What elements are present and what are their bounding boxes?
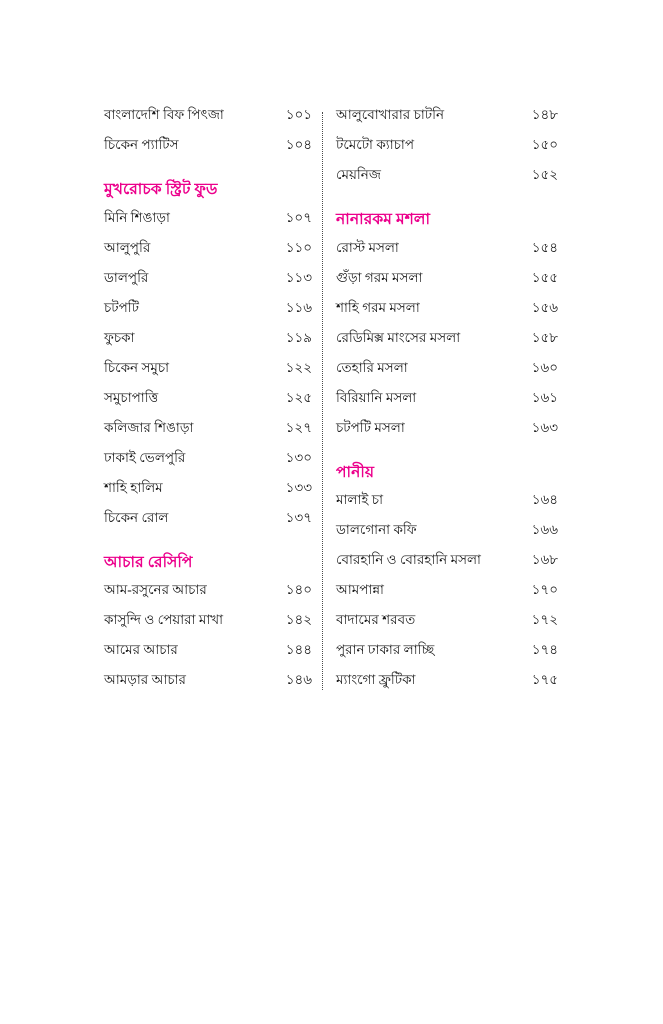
- toc-entry-page-number: ১২২: [285, 359, 312, 375]
- toc-entry[interactable]: [104, 613, 312, 627]
- toc-entry-title: ডালগোনা কফি: [336, 522, 417, 537]
- toc-entry-page-number: ১১৬: [285, 299, 312, 315]
- toc-entry-title: শাহি গরম মসলা: [336, 299, 420, 315]
- toc-entry[interactable]: [104, 421, 312, 435]
- toc-entry[interactable]: [336, 523, 558, 537]
- toc-entry[interactable]: [336, 301, 558, 315]
- toc-entry-page-number: ১৬৬: [531, 522, 558, 537]
- toc-entry[interactable]: [336, 643, 558, 657]
- toc-entry-page-number: ১৬১: [531, 389, 558, 405]
- toc-entry-title: কলিজার শিঙাড়া: [104, 419, 194, 435]
- toc-entry-title: বোরহানি ও বোরহানি মসলা: [336, 552, 481, 567]
- toc-entry[interactable]: [104, 481, 312, 495]
- toc-entry[interactable]: [104, 511, 312, 525]
- toc-entry[interactable]: [104, 271, 312, 285]
- toc-entry-title: চিকেন সমুচা: [104, 359, 170, 375]
- toc-entry[interactable]: [104, 391, 312, 405]
- toc-entry[interactable]: [104, 108, 312, 122]
- toc-entry-title: আলুপুরি: [104, 239, 151, 255]
- toc-entry[interactable]: [104, 241, 312, 255]
- toc-entry-title: চটপটি মসলা: [336, 419, 405, 435]
- toc-entry-page-number: ১২৭: [285, 419, 312, 435]
- toc-entry[interactable]: [336, 361, 558, 375]
- toc-entry-title: মালাই চা: [336, 492, 383, 507]
- toc-entry-page-number: ১৩০: [285, 449, 312, 465]
- toc-entry-page-number: ১৬৮: [531, 552, 558, 567]
- toc-entry-title: মিনি শিঙাড়া: [104, 209, 170, 225]
- toc-entry[interactable]: [336, 241, 558, 255]
- toc-entry[interactable]: [104, 361, 312, 375]
- toc-entry-page-number: ১৭৫: [531, 672, 558, 687]
- toc-entry[interactable]: [336, 138, 558, 152]
- toc-entry-title: ফুচকা: [104, 329, 135, 345]
- toc-entry[interactable]: [336, 331, 558, 345]
- toc-entry[interactable]: [336, 391, 558, 405]
- section-spacer: [336, 451, 558, 465]
- toc-entry-title: ঢাকাই ভেলপুরি: [104, 449, 186, 465]
- toc-entry-title: বাদামের শরবত: [336, 612, 416, 627]
- toc-entry[interactable]: [336, 168, 558, 182]
- toc-entry-title: চটপটি: [104, 299, 140, 315]
- toc-entry-page-number: ১৫৪: [531, 239, 558, 255]
- toc-entry-page-number: ১৬০: [531, 359, 558, 375]
- toc-column-right: [336, 108, 558, 703]
- section-heading: মুখরোচক স্ট্রিট ফুড: [104, 181, 218, 198]
- toc-entry-title: আমড়ার আচার: [104, 672, 186, 687]
- toc-entry-title: রোস্ট মসলা: [336, 239, 399, 255]
- toc-entry-title: মেয়নিজ: [336, 167, 381, 182]
- toc-entry-page-number: ১৩৭: [285, 509, 312, 525]
- toc-entry[interactable]: [336, 673, 558, 687]
- toc-entry[interactable]: [104, 138, 312, 152]
- toc-entry[interactable]: [104, 211, 312, 225]
- toc-entry-title: আমপান্না: [336, 582, 384, 597]
- toc-entry-title: আম-রসুনের আচার: [104, 582, 207, 597]
- toc-entry-title: শাহি হালিম: [104, 479, 163, 495]
- toc-entry-title: বিরিয়ানি মসলা: [336, 389, 417, 405]
- toc-entry-title: পুরান ঢাকার লাচ্ছি: [336, 642, 435, 657]
- toc-entry-title: রেডিমিক্স মাংসের মসলা: [336, 329, 461, 345]
- toc-entry-page-number: ১৪০: [285, 582, 312, 597]
- toc-entry-title: চিকেন রোল: [104, 509, 169, 525]
- toc-entry-title: টমেটো ক্যাচাপ: [336, 137, 414, 152]
- toc-entry-page-number: ১৭০: [531, 582, 558, 597]
- toc-entry[interactable]: [336, 493, 558, 507]
- toc-entry-title: গুঁড়া গরম মসলা: [336, 269, 423, 285]
- toc-entry-title: সমুচাপাত্তি: [104, 389, 159, 405]
- toc-entry-page-number: ১৫২: [531, 167, 558, 182]
- toc-entry-page-number: ১৫০: [531, 137, 558, 152]
- toc-entry[interactable]: [336, 271, 558, 285]
- section-spacer: [104, 168, 312, 182]
- toc-entry-page-number: ১৪২: [285, 612, 312, 627]
- toc-entry-title: তেহারি মসলা: [336, 359, 408, 375]
- toc-entry-page-number: ১৩৩: [285, 479, 312, 495]
- toc-entry-title: আমের আচার: [104, 642, 178, 657]
- toc-entry-page-number: ১৫৫: [531, 269, 558, 285]
- toc-entry-title: চিকেন প্যাটিস: [104, 137, 179, 152]
- toc-entry[interactable]: [104, 301, 312, 315]
- toc-entry-page-number: ১০১: [285, 107, 312, 122]
- toc-entry-page-number: ১৪৪: [285, 642, 312, 657]
- toc-entry-page-number: ১৭২: [531, 612, 558, 627]
- toc-entry-title: ডালপুরি: [104, 269, 149, 285]
- section-spacer: [336, 198, 558, 212]
- toc-entry-page-number: ১৭৪: [531, 642, 558, 657]
- toc-entry-page-number: ১৪৬: [285, 672, 312, 687]
- toc-entry-title: ম্যাংগো ফ্রুটিকা: [336, 672, 416, 687]
- toc-entry[interactable]: [336, 421, 558, 435]
- toc-entry-page-number: ১৬৩: [531, 419, 558, 435]
- section-heading: আচার রেসিপি: [104, 553, 193, 571]
- toc-entry-page-number: ১৪৮: [531, 107, 558, 122]
- toc-entry-page-number: ১১০: [285, 239, 312, 255]
- toc-entry-page-number: ১১৯: [285, 329, 312, 345]
- toc-entry[interactable]: [104, 643, 312, 657]
- toc-column-left: [104, 108, 312, 703]
- toc-entry[interactable]: [104, 331, 312, 345]
- column-divider: [322, 112, 323, 690]
- toc-entry-page-number: ১৫৮: [531, 329, 558, 345]
- toc-entry-title: বাংলাদেশি বিফ পিৎজা: [104, 107, 224, 122]
- section-heading: নানারকম মশলা: [336, 211, 431, 228]
- toc-entry[interactable]: [336, 583, 558, 597]
- toc-entry-page-number: ১০৭: [285, 209, 312, 225]
- section-heading: পানীয়: [336, 463, 375, 481]
- toc-entry-title: আলুবোখারার চাটনি: [336, 107, 445, 122]
- toc-entry[interactable]: [104, 583, 312, 597]
- toc-entry-page-number: ১১৩: [285, 269, 312, 285]
- toc-entry[interactable]: [104, 673, 312, 687]
- toc-entry[interactable]: [104, 451, 312, 465]
- toc-entry-page-number: ১০৪: [285, 137, 312, 152]
- toc-entry[interactable]: [336, 108, 558, 122]
- toc-entry[interactable]: [336, 613, 558, 627]
- toc-entry-page-number: ১৫৬: [531, 299, 558, 315]
- toc-entry-page-number: ১২৫: [285, 389, 312, 405]
- toc-entry[interactable]: [336, 553, 558, 567]
- toc-entry-title: কাসুন্দি ও পেয়ারা মাখা: [104, 612, 224, 627]
- toc-entry-page-number: ১৬৪: [531, 492, 558, 507]
- section-spacer: [104, 541, 312, 555]
